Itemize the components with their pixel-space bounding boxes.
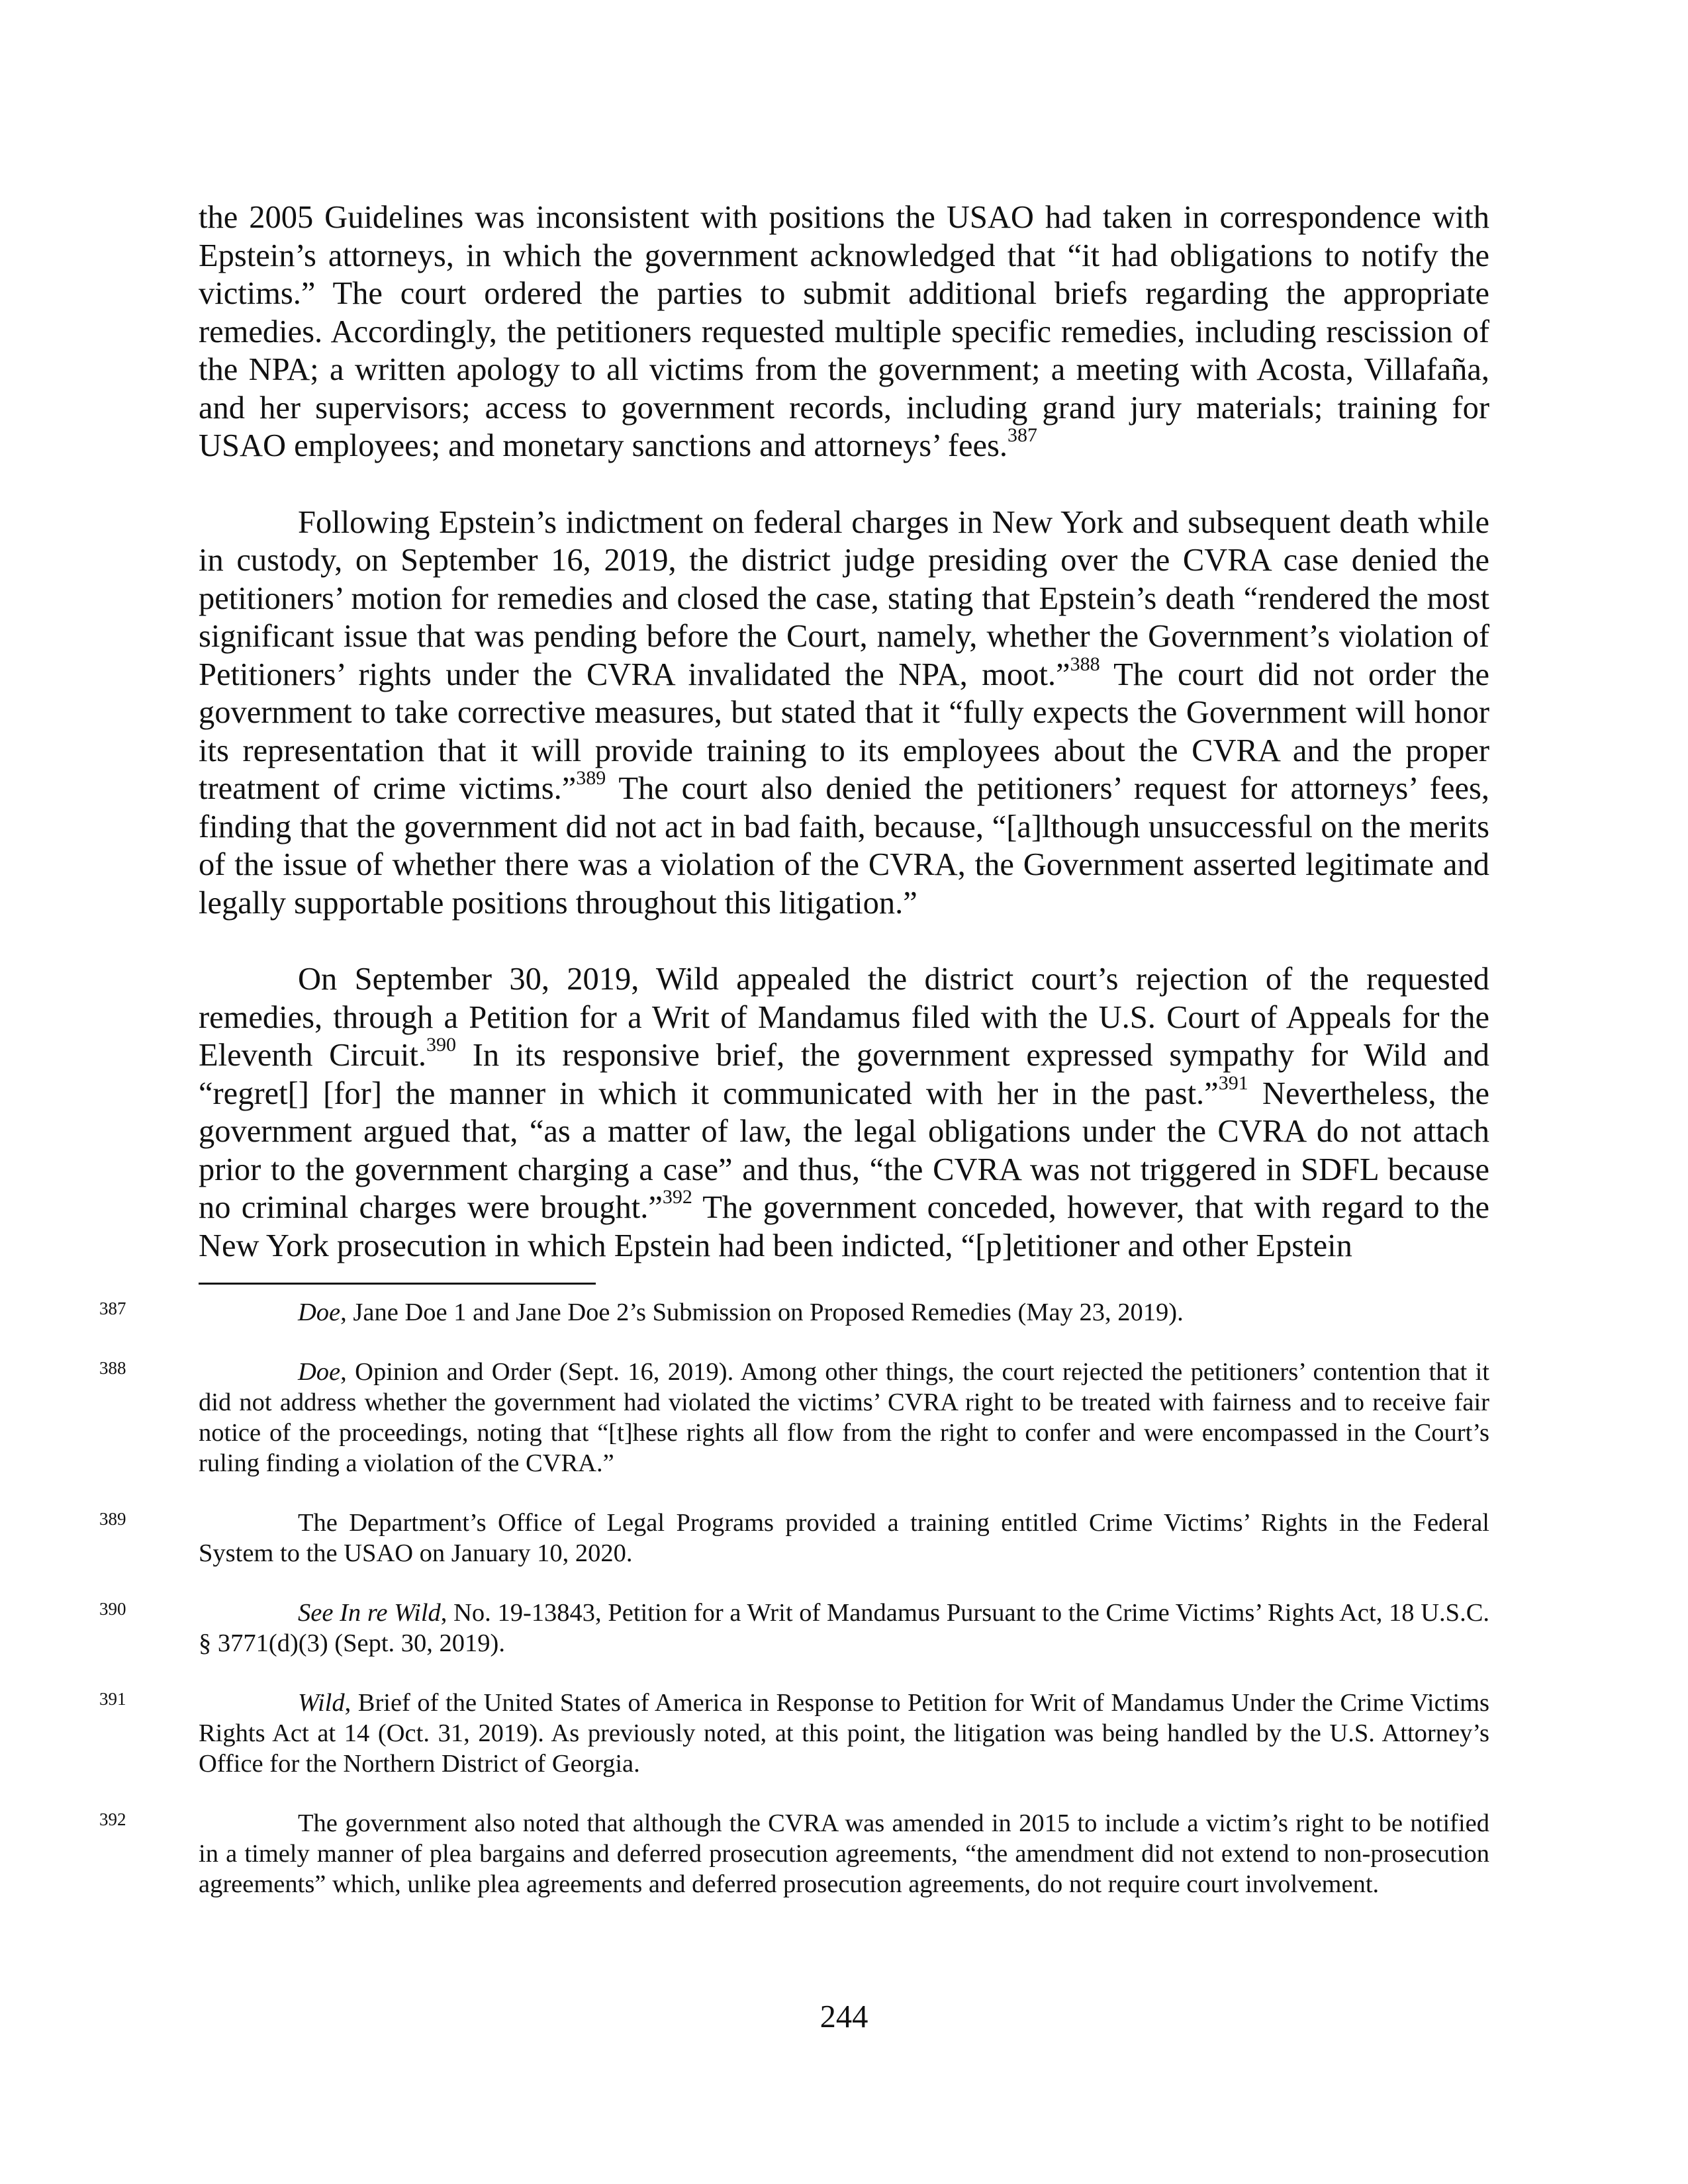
footnote-ref-388[interactable]: 388: [1070, 653, 1100, 675]
paragraph-3: [199, 960, 1489, 1265]
footnote-number: 388: [99, 1358, 126, 1378]
footnote-ref-392[interactable]: 392: [662, 1186, 692, 1208]
paragraph-2-text-a: Following Epstein’s indictment on federal charges in New York and subsequent death while in custody, on September 16, 2019, the district judge presiding over the CVRA case denied the petitioners’ motion for remedies and closed the case, stating that Epstein’s death “rendered the most significant issue that was pending before the Court, namely, whether the Government’s violation of Petitioners’ rights under the CVRA invalidated the NPA, moot.”: [199, 504, 1489, 692]
paragraph-1: [199, 199, 1489, 465]
footnote-ref-389[interactable]: 389: [576, 767, 606, 789]
footnote-case-name: Doe: [298, 1358, 341, 1386]
footnote-text: The government also noted that although the CVRA was amended in 2015 to include a victim’s right to be notified in a timely manner of plea bargains and deferred prosecution agreements, “the amendment did not extend to non-prosecution agreements” which, unlike plea agreements and deferred prosecution agreements, do not require court involvement.: [199, 1809, 1489, 1898]
paragraph-3-text-b: In its responsive brief, the government expressed sympathy for Wild and “regret[] [for] the manner in which it communicated with her in the past.”: [199, 1038, 1489, 1111]
footnote-case-name: Doe: [298, 1298, 341, 1326]
footnote-387: [99, 1297, 1489, 1328]
paragraph-3-text-d: The government conceded, however, that with regard to the New York prosecution in which Epstein had been indicted, “[p]etitioner and other Epstein: [199, 1190, 1489, 1263]
footnote-text: , No. 19-13843, Petition for a Writ of Mandamus Pursuant to the Crime Victims’ Rights Act, 18 U.S.C. § 3771(d)(3) (Sept. 30, 2019).: [199, 1599, 1489, 1657]
footnote-text: , Opinion and Order (Sept. 16, 2019). Among other things, the court rejected the petitioners’ contention that it did not address whether the government had violated the victims’ CVRA right to be treated with fairness and to receive fair notice of the proceedings, noting that “[t]hese rights all flow from the right to confer and were encompassed in the Court’s ruling finding a violation of the CVRA.”: [199, 1358, 1489, 1477]
footnote-ref-387[interactable]: 387: [1008, 424, 1038, 446]
footnote-ref-390[interactable]: 390: [426, 1034, 456, 1056]
footnote-case-name: Wild: [298, 1689, 345, 1717]
paragraph-1-text: the 2005 Guidelines was inconsistent with positions the USAO had taken in correspondence with Epstein’s attorneys, in which the government acknowledged that “it had obligations to notify the victims.” The court ordered the parties to submit additional briefs regarding the appropriate remedies. Accordingly, the petitioners requested multiple specific remedies, including rescission of the NPA; a written apology to all victims from the government; a meeting with Acosta, Villafaña, and her supervisors; access to government records, including grand jury materials; training for USAO employees; and monetary sanctions and attorneys’ fees.: [199, 200, 1489, 463]
paragraph-2-text-c: The court also denied the petitioners’ request for attorneys’ fees, finding that the government did not act in bad faith, because, “[a]lthough unsuccessful on the merits of the issue of whether there was a violation of the CVRA, the Government asserted legitimate and legally supportable positions throughout this litigation.”: [199, 771, 1489, 921]
page-number: 244: [820, 1999, 868, 2034]
footnote-text: , Jane Doe 1 and Jane Doe 2’s Submission on Proposed Remedies (May 23, 2019).: [340, 1298, 1184, 1326]
footnote-389: [99, 1508, 1489, 1569]
footnote-text: The Department’s Office of Legal Programs provided a training entitled Crime Victims’ Rights in the Federal System to the USAO on January 10, 2020.: [199, 1509, 1489, 1567]
footnote-text: , Brief of the United States of America in Response to Petition for Writ of Mandamus Under the Crime Victims Rights Act at 14 (Oct. 31, 2019). As previously noted, at this point, the litigation was being handled by the U.S. Attorney’s Office for the Northern District of Georgia.: [199, 1689, 1489, 1778]
paragraph-3-text-a: On September 30, 2019, Wild appealed the district court’s rejection of the requested remedies, through a Petition for a Writ of Mandamus filed with the U.S. Court of Appeals for the Eleventh Circuit.: [199, 962, 1489, 1073]
body-text: [199, 199, 1489, 1303]
paragraph-2: [199, 504, 1489, 923]
footnote-number: 391: [99, 1689, 126, 1709]
footnote-number: 387: [99, 1298, 126, 1318]
footnote-number: 389: [99, 1509, 126, 1529]
footnote-separator: [199, 1283, 596, 1285]
footnote-392: [99, 1808, 1489, 1899]
footnote-390: [99, 1598, 1489, 1659]
footnote-ref-391[interactable]: 391: [1218, 1071, 1248, 1094]
footnote-number: 390: [99, 1599, 126, 1619]
paragraph-3-text-c: Nevertheless, the government argued that, “as a matter of law, the legal obligations under the CVRA do not attach prior to the government charging a case” and thus, “the CVRA was not triggered in SDFL because no criminal charges were brought.”: [199, 1075, 1490, 1225]
paragraph-2-text-b: The court did not order the government to take corrective measures, but stated that it “fully expects the Government will honor its representation that it will provide training to its employees about the CVRA and the proper treatment of crime victims.”: [199, 657, 1489, 806]
footnote-388: [99, 1357, 1489, 1479]
footnotes: [99, 1297, 1489, 1929]
footnote-case-name: See In re Wild: [298, 1599, 441, 1627]
footnote-391: [99, 1688, 1489, 1779]
footnote-number: 392: [99, 1809, 126, 1829]
